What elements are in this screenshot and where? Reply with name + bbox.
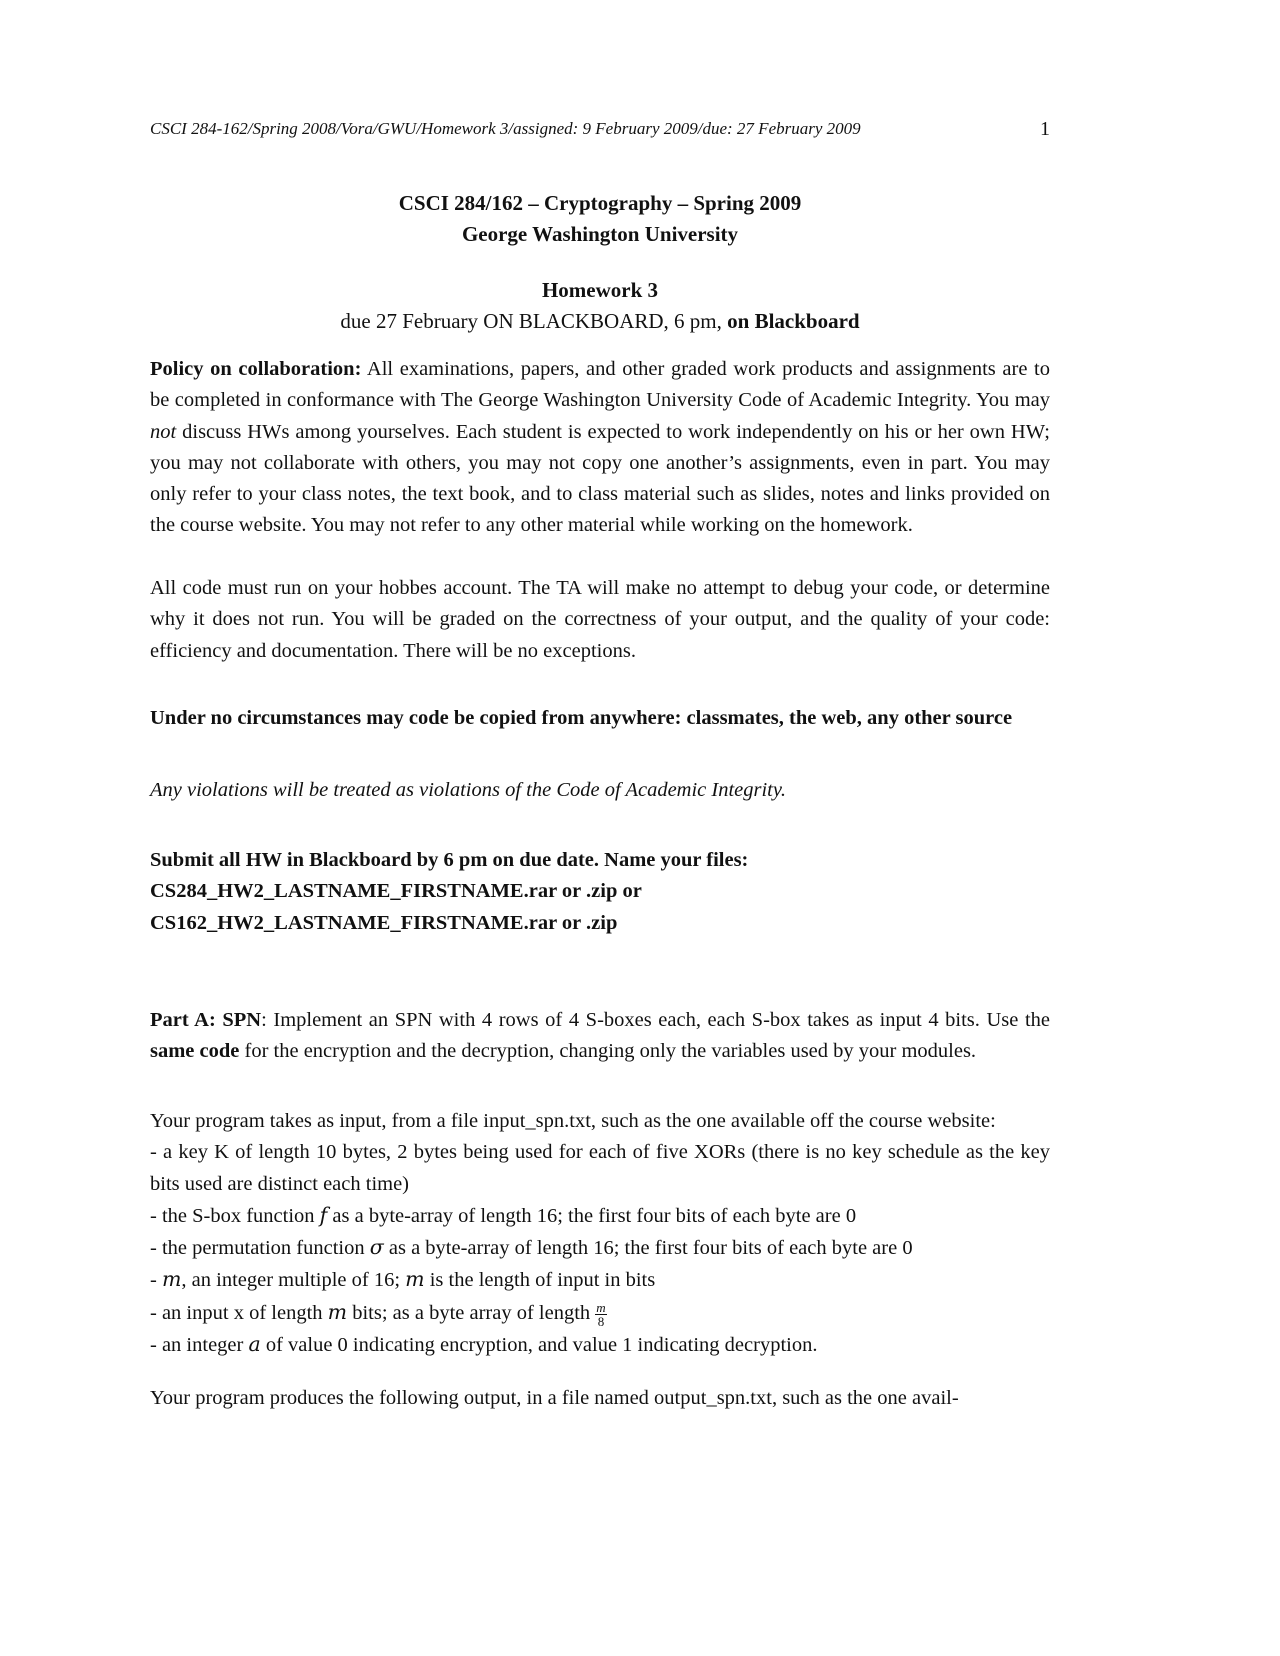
- policy-text-b: discuss HWs among yourselves. Each student is expected to work independently on his or her own HW; you may not collaborate with others, you may not copy one another’s assignments, even in part. You may only refer to your class notes, the text book, and to class material such as slides, notes and links provided on the course website. You may not refer to any other material while working on the homework.: [150, 420, 1050, 537]
- math-sigma: σ: [369, 1235, 384, 1260]
- page-number: 1: [1040, 118, 1050, 140]
- input-intro: Your program takes as input, from a file input_spn.txt, such as the one available off the course website:: [150, 1110, 996, 1132]
- input-item-sbox-a: - the S-box function: [150, 1204, 320, 1227]
- input-item-m-b: , an integer multiple of 16;: [181, 1269, 406, 1292]
- submission-instructions: [150, 845, 1050, 939]
- violation-note: Any violations will be treated as violations of the Code of Academic Integrity.: [150, 779, 786, 801]
- course-title: CSCI 284/162 – Cryptography – Spring 2009: [398, 191, 802, 215]
- due-text: due 27 February ON BLACKBOARD, 6 pm,: [340, 309, 728, 333]
- collaboration-policy: [150, 354, 1050, 542]
- running-header: [150, 118, 1050, 140]
- part-a-text-b: for the encryption and the decryption, changing only the variables used by your modules.: [239, 1040, 977, 1063]
- math-f: f: [319, 1202, 328, 1227]
- math-a: a: [248, 1332, 261, 1357]
- part-a-description: [150, 1005, 1050, 1068]
- math-m: m: [405, 1267, 425, 1292]
- output-description: Your program produces the following output, in a file named output_spn.txt, such as the one avail-: [150, 1387, 959, 1409]
- fraction-denominator: 8: [597, 1313, 605, 1329]
- submission-filename-cs162: CS162_HW2_LASTNAME_FIRSTNAME.rar or .zip: [150, 911, 618, 934]
- part-a-label: Part A: SPN: [150, 1009, 262, 1031]
- input-item-x-b: bits; as a byte array of length: [347, 1301, 596, 1324]
- input-item-a-a: - an integer: [150, 1334, 249, 1357]
- input-item-key: - a key K of length 10 bytes, 2 bytes being used for each of five XORs (there is no key schedule as the key bits used are distinct each time): [150, 1141, 1050, 1195]
- policy-label: Policy on collaboration:: [150, 358, 362, 380]
- input-description: [150, 1106, 1050, 1361]
- code-policy: All code must run on your hobbes account. The TA will make no attempt to debug your code, or determine why it does not run. You will be graded on the correctness of your output, and the quality of your code: efficiency and documentation. There will be no exceptions.: [150, 577, 1050, 662]
- university-name: George Washington University: [461, 222, 739, 246]
- math-m: m: [327, 1299, 348, 1324]
- part-a-text-a: : Implement an SPN with 4 rows of 4 S-boxes each, each S-box takes as input 4 bits. Use the: [261, 1009, 1050, 1031]
- math-m: m: [161, 1267, 182, 1292]
- input-item-m: [150, 1264, 1050, 1296]
- input-item-sbox: [150, 1200, 1050, 1232]
- input-item-perm-a: - the permutation function: [150, 1237, 370, 1260]
- due-line: [150, 306, 1050, 337]
- policy-text-a: All examinations, papers, and other graded work products and assignments are to be completed in conformance with The George Washington University Code of Academic Integrity. You may: [150, 358, 1051, 412]
- course-title-block: [150, 188, 1050, 250]
- input-item-m-a: -: [150, 1269, 162, 1292]
- input-item-perm-b: as a byte-array of length 16; the first four bits of each byte are 0: [383, 1237, 913, 1260]
- no-copy-warning: Under no circumstances may code be copied from anywhere: classmates, the web, any other source: [150, 707, 1013, 729]
- input-item-x: [150, 1297, 1050, 1329]
- homework-title: Homework 3: [541, 278, 659, 302]
- input-item-x-a: - an input x of length: [150, 1301, 328, 1324]
- input-item-a-b: of value 0 indicating encryption, and value 1 indicating decryption.: [260, 1334, 818, 1357]
- policy-not: not: [150, 420, 177, 443]
- fraction-numerator: m: [596, 1299, 606, 1315]
- homework-heading: [150, 275, 1050, 337]
- submission-filename-cs284: CS284_HW2_LASTNAME_FIRSTNAME.rar or .zip or: [150, 880, 642, 903]
- input-item-m-c: is the length of input in bits: [424, 1269, 656, 1292]
- math-fraction: [595, 1301, 606, 1328]
- input-item-permutation: [150, 1232, 1050, 1264]
- input-item-a: [150, 1329, 1050, 1361]
- running-header-text: CSCI 284-162/Spring 2008/Vora/GWU/Homework 3/assigned: 9 February 2009/due: 27 February 2009: [150, 119, 861, 138]
- due-emphasis: on Blackboard: [727, 309, 860, 333]
- input-item-sbox-b: as a byte-array of length 16; the first four bits of each byte are 0: [327, 1204, 857, 1227]
- part-a-same-code: same code: [150, 1040, 240, 1063]
- submission-line-1: Submit all HW in Blackboard by 6 pm on due date. Name your files:: [150, 849, 749, 871]
